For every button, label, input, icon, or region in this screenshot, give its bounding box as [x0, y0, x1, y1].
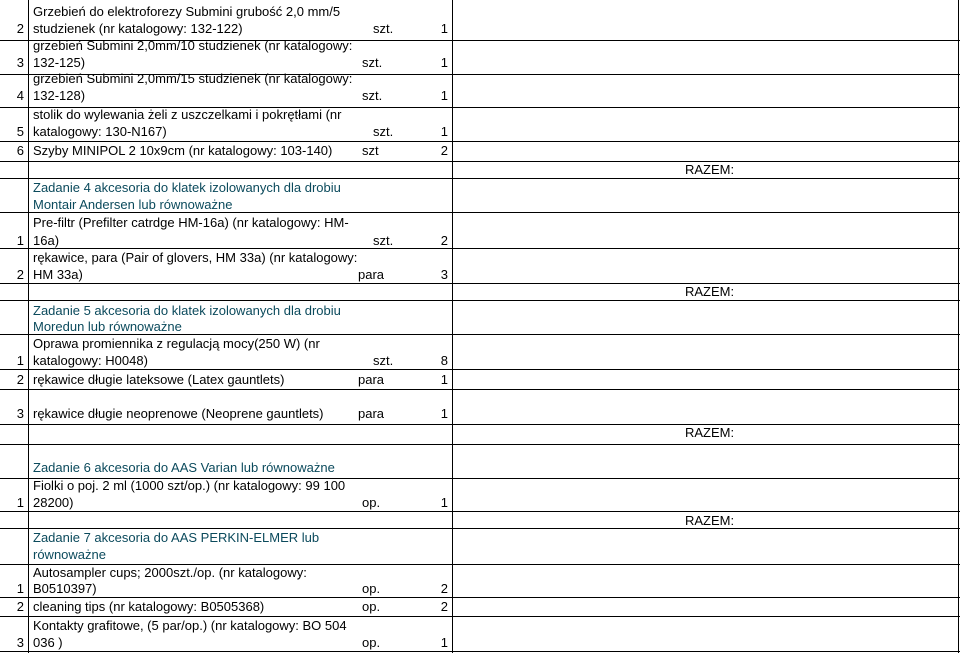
item-description: stolik do wylewania żeli z uszczelkami i pokrętłami (nr	[33, 107, 342, 122]
item-unit: para	[358, 372, 385, 387]
item-description: Oprawa promiennika z regulacją mocy(250 W) (nr	[33, 336, 320, 351]
row-number: 4	[16, 88, 24, 103]
item-description: 16a)	[33, 233, 60, 248]
section-header: równoważne	[33, 547, 106, 562]
col-border	[452, 0, 453, 653]
row-border	[0, 283, 960, 284]
row-number: 6	[16, 143, 24, 158]
item-description: grzebień Submini 2,0mm/10 studzienek (nr katalogowy:	[33, 38, 353, 53]
item-description: 28200)	[33, 495, 74, 510]
row-border	[0, 178, 960, 179]
row-number: 3	[16, 55, 24, 70]
item-unit: szt.	[373, 21, 394, 36]
item-quantity: 1	[440, 406, 448, 421]
item-unit: op.	[362, 635, 381, 650]
item-unit: para	[358, 267, 385, 282]
row-number: 1	[16, 353, 24, 368]
row-border	[0, 511, 960, 512]
item-unit: szt.	[373, 124, 394, 139]
item-unit: szt.	[362, 88, 383, 103]
item-quantity: 2	[440, 143, 448, 158]
row-border	[0, 616, 960, 617]
section-header: Zadanie 5 akcesoria do klatek izolowanych dla drobiu	[33, 303, 341, 318]
item-quantity: 1	[440, 124, 448, 139]
item-description: 036 )	[33, 635, 63, 650]
item-quantity: 1	[440, 88, 448, 103]
item-description: Szyby MINIPOL 2 10x9cm (nr katalogowy: 103-140)	[33, 143, 333, 158]
col-border	[28, 0, 29, 653]
row-number: 1	[16, 233, 24, 248]
item-description: Fiolki o poj. 2 ml (1000 szt/op.) (nr katalogowy: 99 100	[33, 478, 346, 493]
section-header: Zadanie 4 akcesoria do klatek izolowanych dla drobiu	[33, 180, 341, 195]
item-quantity: 1	[440, 635, 448, 650]
row-border	[0, 248, 960, 249]
item-description: rękawice długie neoprenowe (Neoprene gauntlets)	[33, 406, 324, 421]
item-description: 132-128)	[33, 88, 86, 103]
item-description: grzebień Submini 2,0mm/15 studzienek (nr katalogowy:	[33, 71, 353, 86]
row-border	[0, 161, 960, 162]
item-description: rękawice, para (Pair of glovers, HM 33a) (nr katalogowy:	[33, 250, 358, 265]
row-number: 5	[16, 124, 24, 139]
section-header: Zadanie 6 akcesoria do AAS Varian lub równoważne	[33, 460, 335, 475]
row-border	[0, 424, 960, 425]
row-border	[0, 597, 960, 598]
item-description: Grzebień do elektroforezy Submini grubość 2,0 mm/5	[33, 4, 341, 19]
item-quantity: 1	[440, 372, 448, 387]
razem-label: RAZEM:	[685, 425, 735, 440]
row-border	[0, 141, 960, 142]
item-description: katalogowy: H0048)	[33, 353, 148, 368]
row-border	[0, 300, 960, 301]
razem-label: RAZEM:	[685, 284, 735, 299]
item-unit: szt.	[362, 55, 383, 70]
row-border	[0, 444, 960, 445]
item-unit: op.	[362, 495, 381, 510]
col-border	[958, 0, 959, 653]
item-description: katalogowy: 130-N167)	[33, 124, 167, 139]
item-description: Kontakty grafitowe, (5 par/op.) (nr katalogowy: BO 504	[33, 618, 347, 633]
item-description: B0510397)	[33, 581, 97, 596]
item-unit: op.	[362, 599, 381, 614]
razem-label: RAZEM:	[685, 162, 735, 177]
item-quantity: 2	[440, 581, 448, 596]
section-header: Zadanie 7 akcesoria do AAS PERKIN-ELMER lub	[33, 530, 320, 545]
row-number: 2	[16, 599, 24, 614]
row-number: 3	[16, 635, 24, 650]
item-quantity: 2	[440, 233, 448, 248]
item-quantity: 8	[440, 353, 448, 368]
item-description: Pre-filtr (Prefilter catrdge HM-16a) (nr katalogowy: HM-	[33, 215, 349, 230]
item-unit: szt.	[373, 353, 394, 368]
item-description: Autosampler cups; 2000szt./op. (nr katalogowy:	[33, 565, 307, 580]
row-number: 2	[16, 21, 24, 36]
row-border	[0, 528, 960, 529]
item-quantity: 1	[440, 55, 448, 70]
item-unit: para	[358, 406, 385, 421]
item-description: HM 33a)	[33, 267, 83, 282]
row-number: 2	[16, 372, 24, 387]
item-description: cleaning tips (nr katalogowy: B0505368)	[33, 599, 265, 614]
item-description: studzienek (nr katalogowy: 132-122)	[33, 21, 243, 36]
row-border	[0, 389, 960, 390]
section-header: Montair Andersen lub równoważne	[33, 197, 233, 212]
row-number: 2	[16, 267, 24, 282]
item-quantity: 2	[440, 599, 448, 614]
item-quantity: 1	[440, 21, 448, 36]
row-number: 1	[16, 495, 24, 510]
item-quantity: 1	[440, 495, 448, 510]
row-border	[0, 651, 960, 652]
row-border	[0, 369, 960, 370]
item-unit: szt	[362, 143, 379, 158]
section-header: Moredun lub równoważne	[33, 319, 182, 334]
row-number: 3	[16, 406, 24, 421]
item-description: rękawice długie lateksowe (Latex gauntlets)	[33, 372, 285, 387]
razem-label: RAZEM:	[685, 513, 735, 528]
item-description: 132-125)	[33, 55, 86, 70]
item-unit: op.	[362, 581, 381, 596]
item-unit: szt.	[373, 233, 394, 248]
row-number: 1	[16, 581, 24, 596]
item-quantity: 3	[440, 267, 448, 282]
